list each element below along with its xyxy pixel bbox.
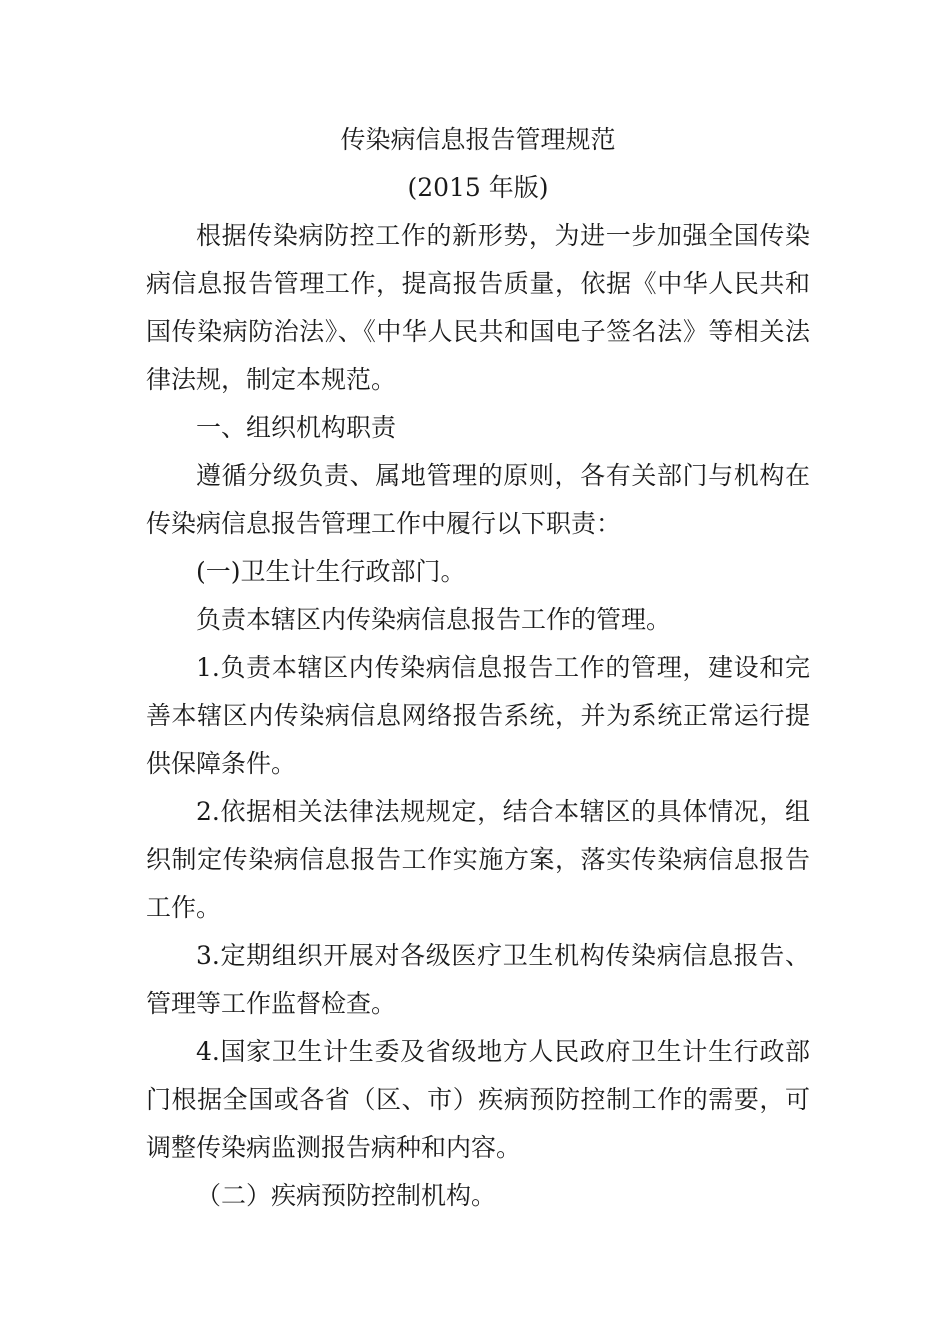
paragraph-principle: 遵循分级负责、属地管理的原则，各有关部门与机构在传染病信息报告管理工作中履行以下职责： [146, 461, 810, 538]
list-item-4: 4.国家卫生计生委及省级地方人民政府卫生计生行政部门根据全国或各省（区、市）疾病预防控制工作的需要，可调整传染病监测报告病种和内容。 [146, 1037, 810, 1162]
paragraph-responsibility: 负责本辖区内传染病信息报告工作的管理。 [196, 605, 672, 634]
subsection-heading-1: (一)卫生计生行政部门。 [196, 557, 466, 586]
document-body [146, 116, 810, 1220]
subsection-heading-2: （二）疾病预防控制机构。 [196, 1181, 497, 1210]
list-item-2: 2.依据相关法律法规规定，结合本辖区的具体情况，组织制定传染病信息报告工作实施方案，落实传染病信息报告工作。 [146, 797, 810, 922]
document-subtitle: (2015 年版) [407, 173, 549, 202]
list-item-1: 1.负责本辖区内传染病信息报告工作的管理，建设和完善本辖区内传染病信息网络报告系统，并为系统正常运行提供保障条件。 [146, 653, 810, 778]
paragraph-intro: 根据传染病防控工作的新形势，为进一步加强全国传染病信息报告管理工作，提高报告质量，依据《中华人民共和国传染病防治法》、《中华人民共和国电子签名法》等相关法律法规，制定本规范。 [146, 221, 810, 394]
list-item-3: 3.定期组织开展对各级医疗卫生机构传染病信息报告、管理等工作监督检查。 [146, 941, 810, 1018]
document-title: 传染病信息报告管理规范 [340, 125, 616, 154]
section-heading-1: 一、组织机构职责 [196, 413, 397, 442]
